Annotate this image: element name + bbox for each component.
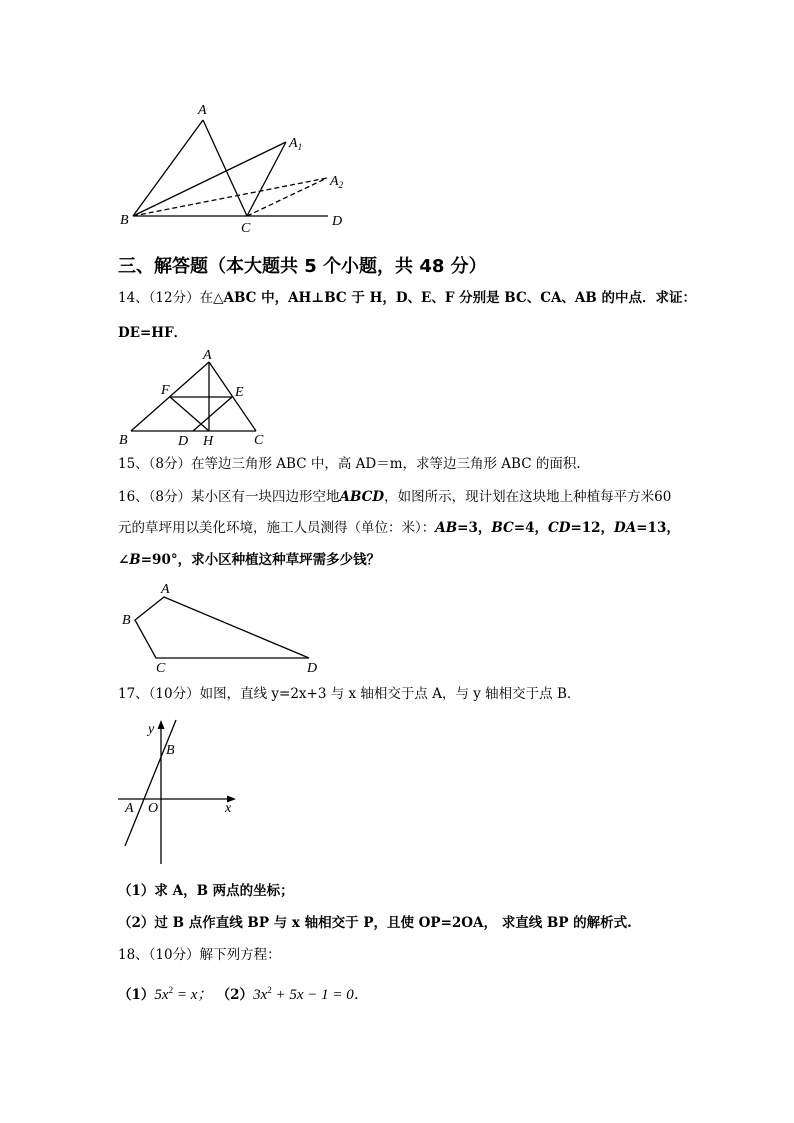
label-B: B xyxy=(120,213,129,228)
q18-equations: $(1)5x^2 = x$； $(2)3x^2 + 5x - 1 = 0$． xyxy=(118,985,369,1003)
label-O: O xyxy=(148,801,159,816)
line-y-2x-3 xyxy=(125,720,176,846)
label-B: B xyxy=(119,433,128,448)
figure-triangle-rotation xyxy=(110,100,370,240)
segment-BA2 xyxy=(133,178,327,216)
segment-FH xyxy=(170,397,209,431)
q16-line2: 元的草坪用以美化环境，施工人员测得（单位：米）：AB=3，BC=4，CD=12，DA=13， xyxy=(118,520,680,536)
label-C: C xyxy=(241,221,251,236)
q17-part1: （1）求 A，B 两点的坐标； xyxy=(118,883,294,899)
figure-q14-triangle xyxy=(110,345,280,450)
figure-q17-coordinate xyxy=(110,712,240,872)
segment-CA1 xyxy=(247,142,286,216)
label-A1: $A_1$ xyxy=(289,136,303,152)
figure-q16-quadrilateral xyxy=(110,575,330,675)
label-A: A xyxy=(203,348,212,363)
segment-BA1 xyxy=(133,142,286,216)
y-axis-arrow xyxy=(158,720,165,729)
q14-stem: 14、（12分）在△ABC 中，AH⊥BC 于 H，D、E、F 分别是 BC、CA、AB 的中点．求证： xyxy=(118,290,697,306)
segment-AC xyxy=(203,120,247,216)
label-E: E xyxy=(235,385,244,400)
q16-line1: 16、（8分）某小区有一块四边形空地ABCD，如图所示，现计划在这块地上种植每平方米60 xyxy=(118,489,672,505)
label-y: y xyxy=(148,722,155,737)
label-x: x xyxy=(225,801,232,816)
q16-line3: ∠B=90°，求小区种植这种草坪需多少钱？ xyxy=(118,552,381,568)
label-A: A xyxy=(161,582,170,597)
segment-CA2 xyxy=(247,178,327,216)
q17-stem: 17、（10分）如图，直线 y=2x+3 与 x 轴相交于点 A，与 y 轴相交于点 B． xyxy=(118,686,581,702)
section-heading: 三、解答题（本大题共 5 个小题，共 48 分） xyxy=(118,256,487,277)
q14-proof-target: DE=HF． xyxy=(118,325,188,341)
label-H: H xyxy=(203,434,214,449)
segment-BA xyxy=(133,120,203,216)
label-C: C xyxy=(254,433,264,448)
segment-DE xyxy=(193,397,232,431)
label-B: B xyxy=(166,743,175,758)
label-A: A xyxy=(125,801,134,816)
quad-ABCD xyxy=(135,597,309,658)
q18-stem: 18、（10分）解下列方程： xyxy=(118,947,281,963)
label-C: C xyxy=(156,661,166,676)
label-D: D xyxy=(332,214,343,229)
label-D: D xyxy=(178,434,189,449)
label-A: A xyxy=(198,103,207,118)
label-F: F xyxy=(161,383,170,398)
q17-part2: （2）过 B 点作直线 BP 与 x 轴相交于 P，且使 OP=2OA， 求直线 BP 的解析式. xyxy=(118,915,632,931)
label-D: D xyxy=(307,661,318,676)
label-B: B xyxy=(122,613,131,628)
q15-stem: 15、（8分）在等边三角形 ABC 中，高 AD＝m，求等边三角形 ABC 的面积. xyxy=(118,456,581,472)
label-A2: $A_2$ xyxy=(330,174,344,190)
